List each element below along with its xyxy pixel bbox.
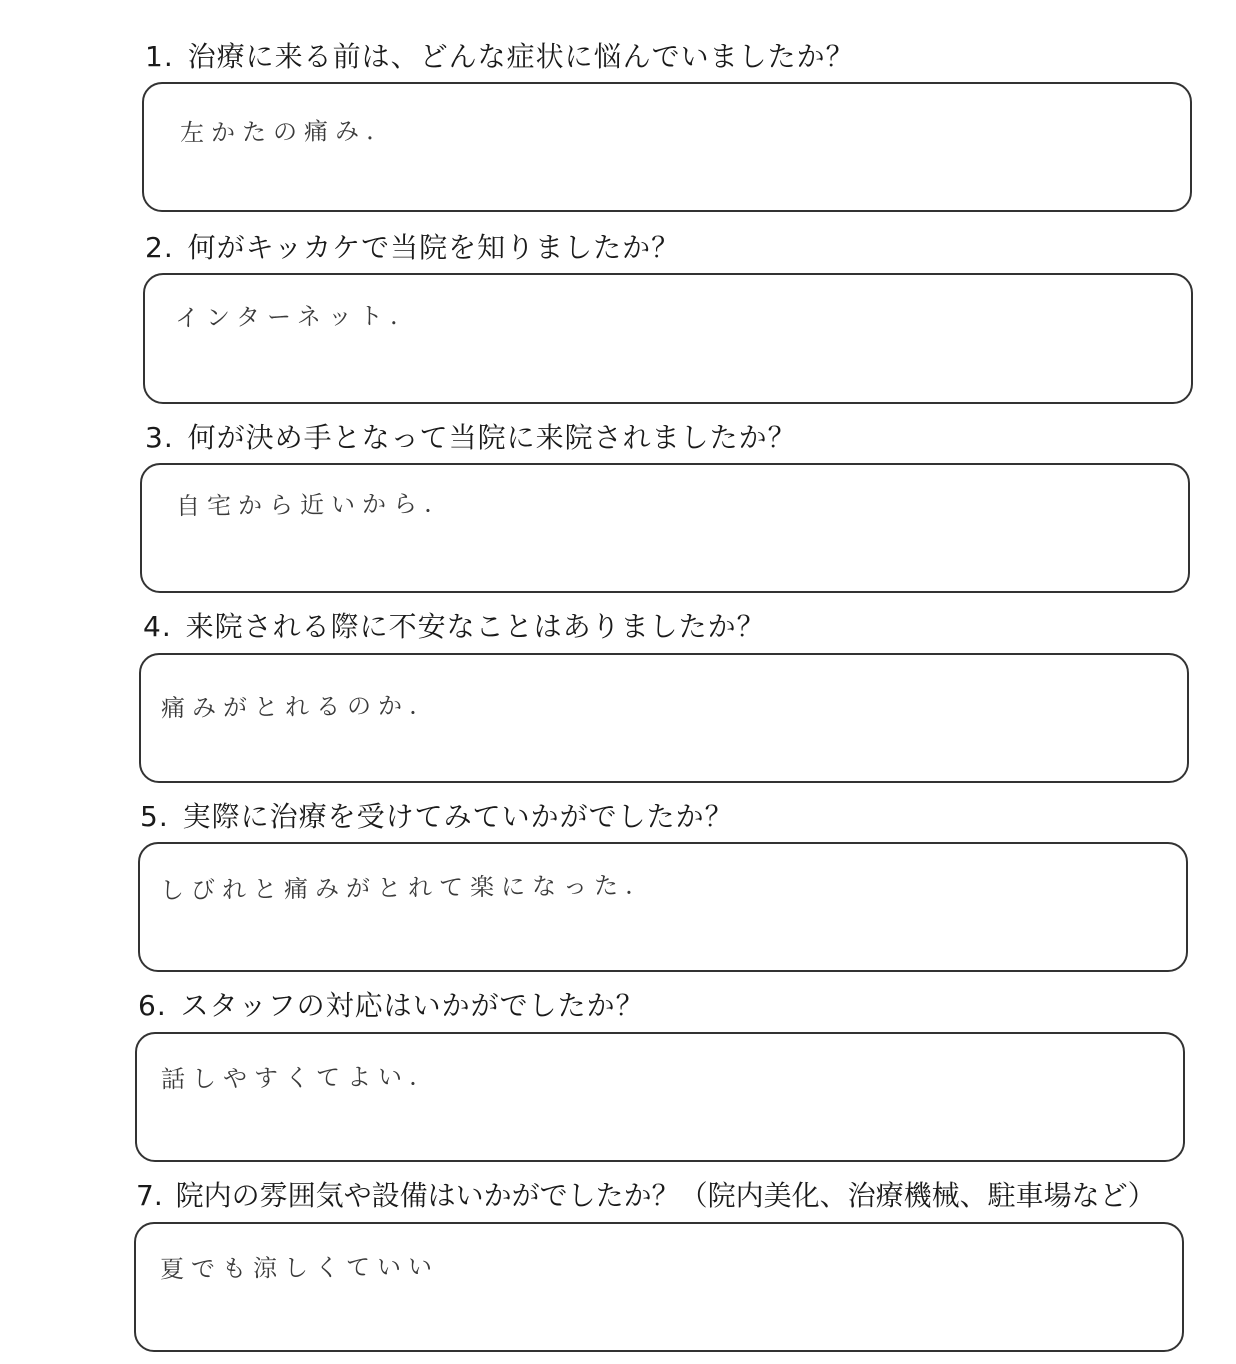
question-number: 6. (138, 989, 167, 1022)
handwritten-answer: しびれと痛みがとれて楽になった. (159, 871, 640, 905)
question-text: 治療に来る前は、どんな症状に悩んでいましたか？ (187, 40, 855, 73)
answer-box-6[interactable] (135, 1032, 1185, 1162)
handwritten-answer: 話しやすくてよい. (160, 1062, 424, 1094)
question-text: 来院される際に不安なことはありましたか？ (185, 610, 766, 643)
question-1-label (145, 40, 855, 74)
answer-box-7[interactable] (134, 1222, 1184, 1352)
answer-box-3[interactable] (140, 463, 1190, 593)
question-4-label (143, 610, 766, 644)
question-2-label (145, 231, 680, 265)
question-number: 3. (145, 421, 174, 454)
question-text: 何がキッカケで当院を知りましたか？ (187, 231, 681, 264)
question-3-label (145, 421, 797, 455)
question-5-label (140, 800, 734, 834)
question-number: 7. (136, 1179, 163, 1212)
answer-box-4[interactable] (139, 653, 1189, 783)
question-text: 実際に治療を受けてみていかがでしたか？ (182, 800, 734, 833)
question-text: 院内の雰囲気や設備はいかがでしたか？（院内美化、治療機械、駐車場など） (175, 1179, 1156, 1212)
handwritten-answer: 左かたの痛み. (179, 116, 381, 148)
handwritten-answer: 痛みがとれるのか. (160, 691, 424, 723)
question-7-label (136, 1179, 1156, 1213)
question-text: スタッフの対応はいかがでしたか？ (180, 989, 645, 1022)
handwritten-answer: インターネット. (174, 301, 405, 333)
handwritten-answer: 自宅から近いから. (175, 489, 439, 521)
answer-box-1[interactable] (142, 82, 1192, 212)
question-number: 4. (143, 610, 172, 643)
question-text: 何が決め手となって当院に来院されましたか？ (187, 421, 797, 454)
question-6-label (138, 989, 645, 1023)
question-number: 2. (145, 231, 174, 264)
question-number: 1. (145, 40, 174, 73)
question-number: 5. (140, 800, 169, 833)
answer-box-5[interactable] (138, 842, 1188, 972)
answer-box-2[interactable] (143, 273, 1193, 404)
handwritten-answer: 夏でも涼しくていい (159, 1252, 440, 1284)
